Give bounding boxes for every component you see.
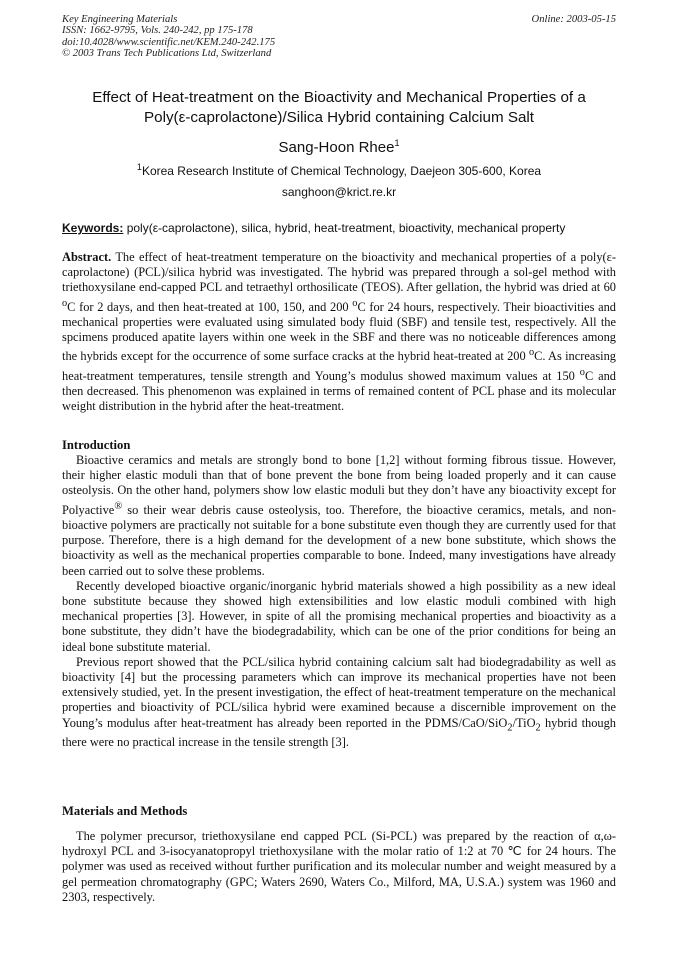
intro-p1-text-b: so their wear debris cause osteolysis, too. Therefore, the bioactive ceramics, metals, and non-bioactive polymers are practically not suitable for a bone substitute even though they are currently used for that purpose. Therefore, there is a high demand for the development of a new bone substitute, which shows the bioactivity as well as the mechanical properties comparable to bone. Indeed, many investigations have already been carried out to solve these problems. bbox=[62, 502, 616, 578]
materials-methods-section bbox=[62, 829, 616, 905]
intro-paragraph-2: Recently developed bioactive organic/inorganic hybrid materials showed a high possibility as a new ideal bone substitute because they showed high extensibilities and low elastic moduli combined with high mechanical properties [3]. However, in spite of all the promising mechanical properties and bioactivity as a bone substitute, they didn’t have the biodegradability, which can be one of the prior conditions for being an ideal bone substitute material. bbox=[62, 578, 616, 654]
abstract-text-3: C for 24 hours, respectively. Their bioactivities and mechanical properties were evaluated using simulated body fluid (SBF) and tensile test, respectively. All the spcimens produced apatite layers within one week in the SBF and there was no noticeable differences among the hybrids except for the occurrence of some surface cracks at the hybrid heat-treated at 200 bbox=[62, 299, 616, 364]
journal-metadata bbox=[62, 14, 275, 60]
subscript: 2 bbox=[535, 722, 541, 734]
abstract-text-4: C. As increasing heat-treatment temperatures, tensile strength and Young’s modulus showed maximum values at 150 bbox=[62, 349, 617, 383]
keywords-line bbox=[62, 221, 618, 235]
degree-mark: o bbox=[528, 347, 535, 359]
introduction-heading: Introduction bbox=[62, 438, 131, 452]
abstract-label: Abstract. bbox=[62, 250, 112, 264]
title-line-2: Poly(ε-caprolactone)/Silica Hybrid containing Calcium Salt bbox=[144, 109, 534, 126]
intro-p3-text-b: hybrid though there were no practical increase in the tensile strength [3]. bbox=[62, 715, 617, 750]
doi-line: doi:10.4028/www.scientific.net/KEM.240-242.175 bbox=[62, 36, 276, 48]
journal-name: Key Engineering Materials bbox=[62, 14, 178, 25]
intro-paragraph-3 bbox=[62, 655, 616, 751]
author-superscript: 1 bbox=[394, 138, 400, 148]
abstract-text-1: The effect of heat-treatment temperature on the bioactivity and mechanical properties of a poly(ε-caprolactone) (PCL)/silica hybrid was investigated. The hybrid was prepared through a sol-gel method with triethoxysilane end-capped PCL and tetraethyl orthosilicate (TEOS). After gellation, the hybrid was dried at 60 bbox=[62, 250, 616, 295]
affiliation-superscript: 1 bbox=[136, 162, 142, 172]
abstract-text-5: C and then decreased. This phenomenon was explained in terms of remained content of PCL phase and its molecular weight distribution in the hybrid after the heat-treatment. bbox=[62, 368, 616, 414]
abstract-text-2: C for 2 days, and then heat-treated at 100, 150, and 200 bbox=[67, 299, 353, 314]
degree-mark: o bbox=[352, 297, 358, 309]
subscript: 2 bbox=[507, 722, 513, 734]
keywords-label: Keywords: bbox=[62, 221, 124, 235]
intro-paragraph-1 bbox=[62, 453, 616, 579]
affiliation bbox=[40, 162, 638, 178]
materials-methods-heading: Materials and Methods bbox=[62, 804, 188, 818]
intro-p3-text-a: Previous report showed that the PCL/silica hybrid containing calcium salt had biodegradability as well as bioactivity [4] but the processing parameters which can improve its mechanical properties have not been extensively studied, yet. In the present investigation, the effect of heat-treatment temperature on the mechanical properties and bioactivity of PCL/silica hybrid were examined because a discernible improvement on the Young’s modulus after heat-treatment has already been reported in the PDMS/CaO/SiO bbox=[62, 654, 616, 730]
issn-line: ISSN: 1662-9795, Vols. 240-242, pp 175-178 bbox=[62, 25, 253, 37]
intro-p3-text-mid: /TiO bbox=[512, 715, 536, 730]
online-date: Online: 2003-05-15 bbox=[531, 14, 616, 25]
title-line-1: Effect of Heat-treatment on the Bioactivity and Mechanical Properties of a bbox=[92, 89, 586, 106]
author-text: Sang-Hoon Rhee bbox=[278, 139, 395, 156]
intro-p1-text-a: Bioactive ceramics and metals are strongly bond to bone [1,2] without forming fibrous tissue. However, their higher elastic moduli than that of bone prevent the bone from being loaded properly and it can cause osteolysis. On the other hand, polymers show low elastic moduli but they don’t have any bioactivity except for Polyactive bbox=[62, 453, 616, 517]
keywords-text: poly(ε-caprolactone), silica, hybrid, heat-treatment, bioactivity, mechanical property bbox=[123, 221, 566, 235]
author-email: sanghoon@krict.re.kr bbox=[281, 185, 397, 199]
copyright-line: © 2003 Trans Tech Publications Ltd, Switzerland bbox=[62, 48, 272, 60]
degree-mark: o bbox=[62, 297, 68, 309]
degree-mark: o bbox=[579, 366, 585, 378]
paper-title bbox=[40, 88, 638, 128]
affiliation-text: Korea Research Institute of Chemical Technology, Daejeon 305-600, Korea bbox=[141, 164, 542, 178]
mm-paragraph-1: The polymer precursor, triethoxysilane end capped PCL (Si-PCL) was prepared by the reaction of α,ω-hydroxyl PCL and 3-isocyanatopropyl triethoxysilane with the molar ratio of 1:2 at 70 ℃ for 24 hours. The polymer was used as received without further purification and its molecular number and weight measured by a gel permeation chromatography (GPC; Waters 2690, Waters Co., Milford, MA, U.S.A.) system was 1960 and 2303, respectively. bbox=[62, 829, 616, 904]
abstract-paragraph bbox=[62, 250, 616, 414]
registered-mark: ® bbox=[114, 500, 123, 512]
author-name bbox=[40, 138, 638, 156]
introduction-section bbox=[62, 453, 616, 750]
